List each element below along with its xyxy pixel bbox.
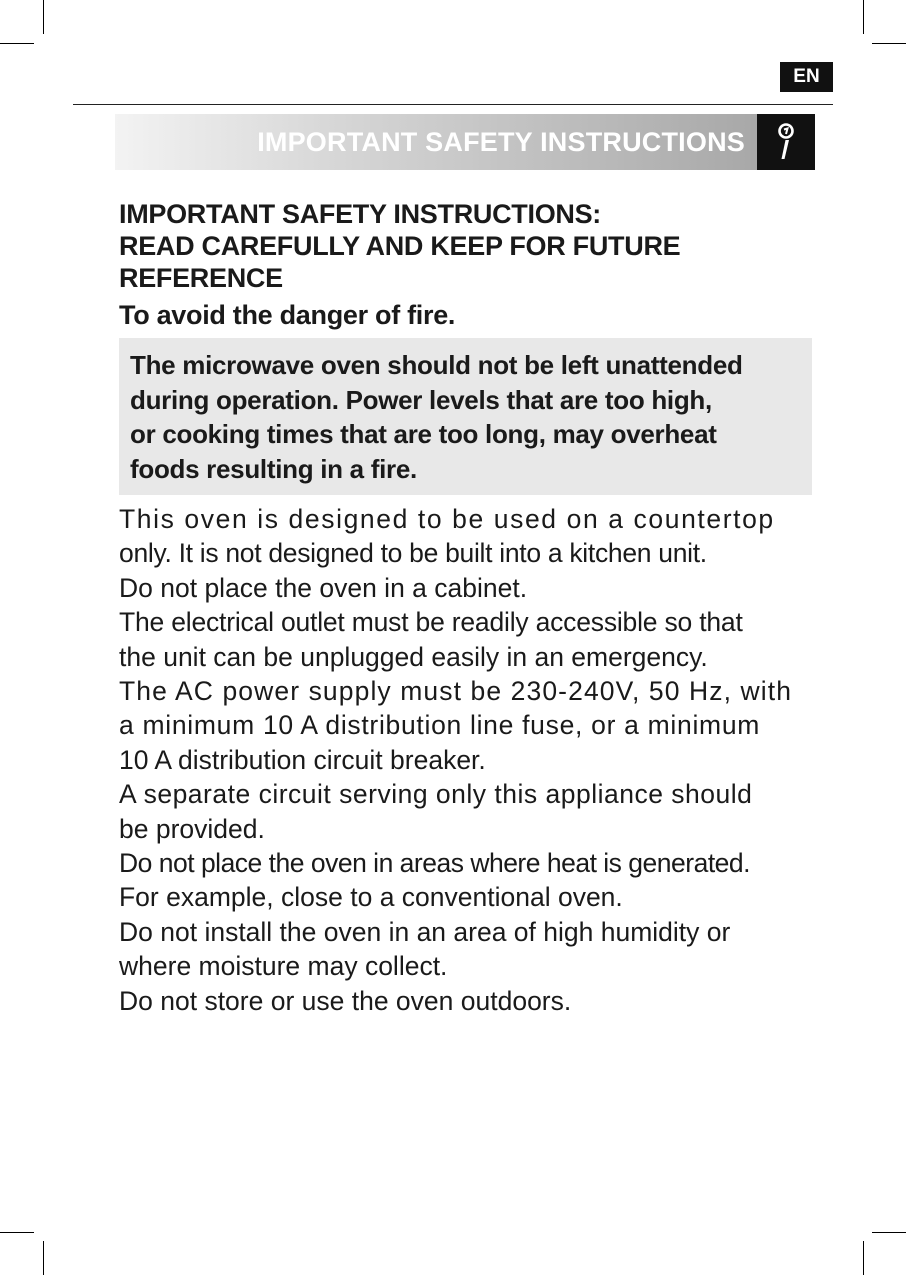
warning-line: or cooking times that are too long, may overheat: [130, 419, 717, 449]
heading-line: REFERENCE: [119, 263, 283, 293]
instructions-body: [119, 502, 849, 1018]
heading-line: READ CAREFULLY AND KEEP FOR FUTURE: [119, 231, 681, 261]
heading-line: IMPORTANT SAFETY INSTRUCTIONS:: [119, 199, 601, 229]
language-badge: EN: [780, 62, 833, 92]
crop-mark: [863, 1241, 864, 1275]
crop-mark: [872, 1232, 906, 1233]
info-icon: [757, 114, 815, 170]
banner-title: IMPORTANT SAFETY INSTRUCTIONS: [257, 126, 745, 157]
body-line: For example, close to a conventional oven.: [119, 882, 623, 913]
body-line: The AC power supply must be 230-240V, 50 Hz, with: [119, 676, 793, 707]
body-line: Do not install the oven in an area of high humidity or: [119, 916, 731, 947]
body-line: A separate circuit serving only this appliance should: [119, 779, 753, 810]
body-line: Do not store or use the oven outdoors.: [119, 985, 572, 1016]
section-subheading: To avoid the danger of fire.: [119, 300, 456, 330]
body-line: a minimum 10 A distribution line fuse, or a minimum: [119, 710, 761, 741]
warning-line: foods resulting in a fire.: [130, 453, 417, 484]
body-line: This oven is designed to be used on a countertop: [119, 504, 775, 534]
section-banner: [115, 114, 757, 170]
warning-line: during operation. Power levels that are too high,: [130, 384, 712, 415]
body-line: 10 A distribution circuit breaker.: [119, 744, 486, 775]
body-line: only. It is not designed to be built into a kitchen unit.: [119, 538, 707, 569]
crop-mark: [863, 0, 864, 34]
crop-mark: [0, 1232, 34, 1233]
body-line: be provided.: [119, 813, 265, 844]
page-heading: [119, 198, 819, 294]
body-line: The electrical outlet must be readily accessible so that: [119, 607, 743, 638]
body-line: Do not place the oven in areas where heat is generated.: [119, 848, 751, 879]
warning-box: [119, 338, 812, 495]
crop-mark: [43, 1241, 44, 1275]
body-line: Do not place the oven in a cabinet.: [119, 572, 528, 603]
warning-line: The microwave oven should not be left unattended: [130, 350, 743, 380]
crop-mark: [872, 43, 906, 44]
header-divider: [73, 104, 833, 105]
body-line: the unit can be unplugged easily in an emergency.: [119, 641, 708, 672]
crop-mark: [0, 43, 34, 44]
crop-mark: [43, 0, 44, 34]
body-line: where moisture may collect.: [119, 951, 448, 982]
